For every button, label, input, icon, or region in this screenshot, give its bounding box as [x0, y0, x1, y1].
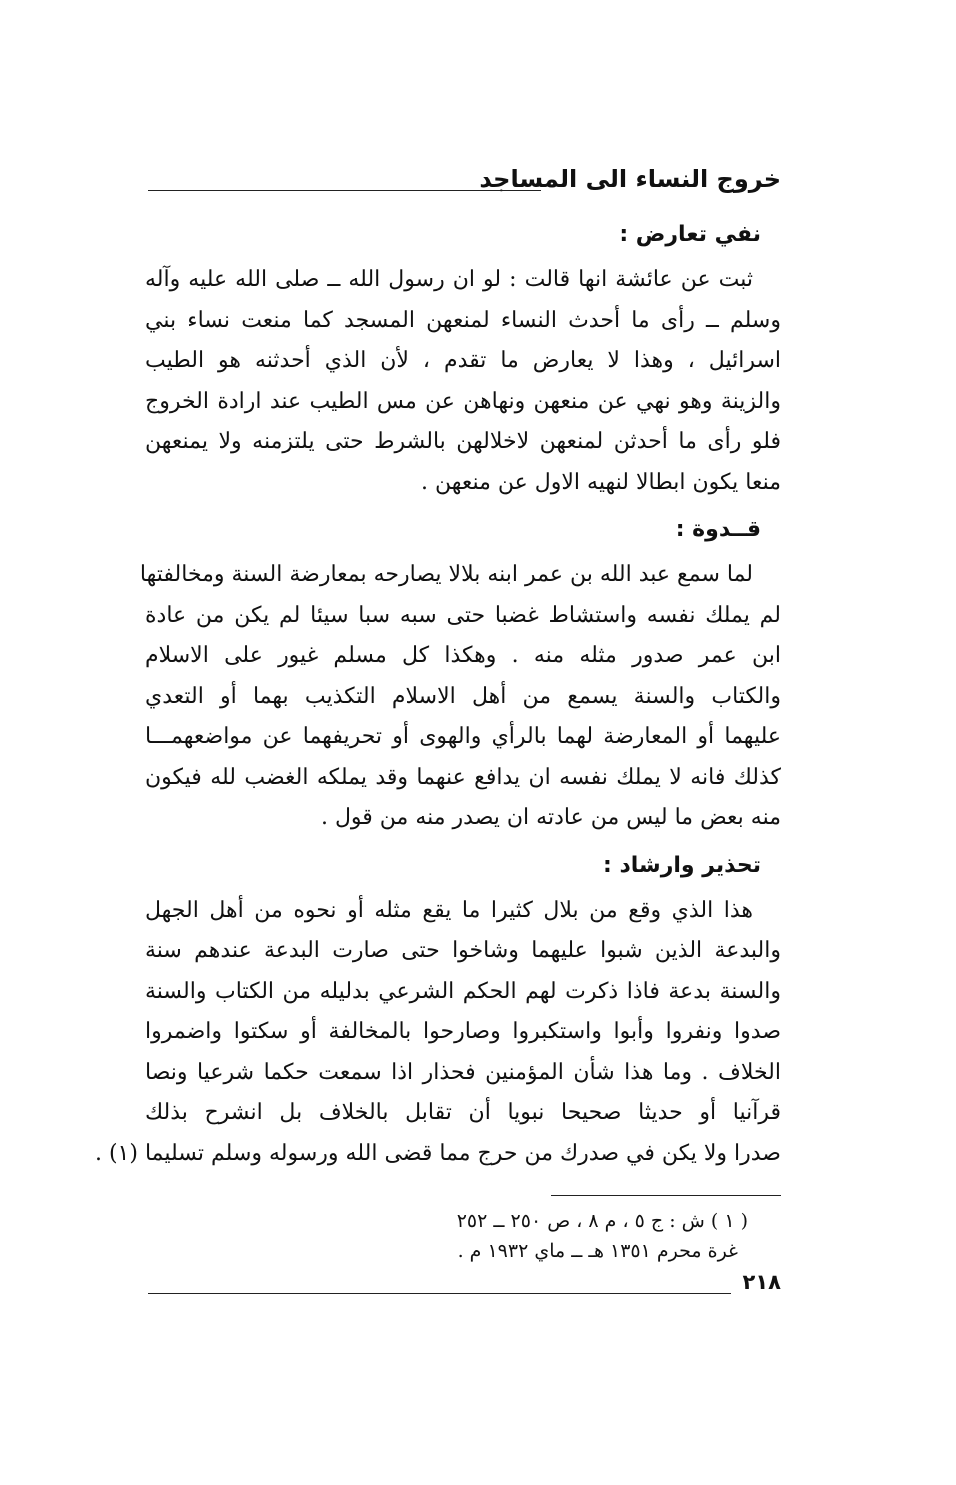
footnotes	[457, 1206, 748, 1266]
text-line: صدوا ونفروا وأبوا واستكبروا وصارحوا بالمخالفة أو سكتوا واضمروا	[145, 1019, 781, 1044]
text-line: لما سمع عبد الله بن عمر ابنه بلالا يصارحه بمعارضة السنة ومخالفتها	[139, 562, 753, 587]
text-line: فلو رأى ما أحدثن لمنعهن لاخلالهن بالشرط حتى يلتزمنه ولا يمنعهن	[145, 429, 781, 454]
footnote-rule	[551, 1195, 781, 1196]
text-line: لم يملك نفسه واستشاط غضبا حتى سبه سبا سيئا لم يكن من عادة	[145, 602, 781, 628]
paragraph	[145, 260, 781, 503]
section-heading: تحذير وارشاد :	[603, 852, 761, 878]
text-line: الخلاف . وما هذا شأن المؤمنين فحذار اذا سمعت حكما شرعيا ونصا	[145, 1059, 781, 1085]
text-line: والبدعة الذين شبوا عليهما وشاخوا حتى صارت البدعة عندهم سنة	[145, 938, 781, 963]
section-heading: نفي تعارض :	[619, 222, 761, 247]
text-line: ثبت عن عائشة انها قالت : لو ان رسول الله ــ صلى الله عليه وآله	[145, 267, 753, 292]
text-line: منعا يكون ابطالا لنهيه الاول عن منعهن .	[421, 469, 781, 495]
text-line: ابن عمر صدور مثله منه . وهكذا كل مسلم غيور على الاسلام	[145, 643, 781, 668]
text-line: منه بعض ما ليس من عادته ان يصدر منه من قول .	[320, 805, 781, 830]
text-line: قرآنيا أو حديثا صحيحا نبويا أن تقابل بالخلاف بل انشرح بذلك	[145, 1100, 781, 1125]
section-heading: قــدوة :	[675, 517, 761, 542]
header-rule	[148, 190, 541, 191]
text-line: والسنة بدعة فاذا ذكرت لهم الحكم الشرعي بدليله من الكتاب والسنة	[145, 978, 781, 1004]
text-line: اسرائيل ، وهذا لا يعارض ما تقدم ، لأن الذي أحدثنه هو الطيب	[145, 348, 781, 373]
page-body	[94, 214, 781, 1180]
text-line: والكتاب والسنة يسمع من أهل الاسلام التكذيب بهما أو التعدي	[145, 683, 781, 709]
section-no-contradiction	[145, 214, 781, 503]
text-line: صدرا ولا يكن في صدرك من حرج مما قضى الله ورسوله وسلم تسليما (١) .	[94, 1140, 781, 1166]
paragraph	[139, 555, 781, 839]
paragraph	[94, 891, 781, 1175]
text-line: كذلك فانه لا يملك نفسه ان يدافع عنهما وقد يملكه الغضب لله فيكون	[145, 764, 781, 790]
page-number: ٢١٨	[742, 1270, 781, 1294]
text-line: وسلم ــ رأى ما أحدث النساء لمنعهن المسجد كما منعت نساء بني	[145, 307, 781, 333]
chapter-title: خروج النساء الى المساجد	[479, 165, 781, 193]
text-line: والزينة وهو نهي عن منعهن ونهاهن عن مس الطيب عند ارادة الخروج	[145, 388, 781, 414]
text-line: عليهما أو المعارضة لهما بالرأي والهوى أو تحريفهما عن مواضعهمـــا	[145, 724, 781, 749]
footnote-line: ( ١ ) ش : ج ٥ ، م ٨ ، ص ٢٥٠ ــ ٢٥٢	[456, 1210, 748, 1232]
section-role-model	[139, 509, 781, 839]
text-line: هذا الذي وقع من بلال كثيرا ما يقع مثله أو نحوه من أهل الجهل	[145, 897, 753, 923]
footnote-line: غرة محرم ١٣٥١ هـ ــ ماي ١٩٣٢ م .	[457, 1240, 738, 1262]
section-warning-guidance	[94, 845, 781, 1175]
footer-rule	[148, 1293, 731, 1294]
running-header	[148, 162, 781, 198]
